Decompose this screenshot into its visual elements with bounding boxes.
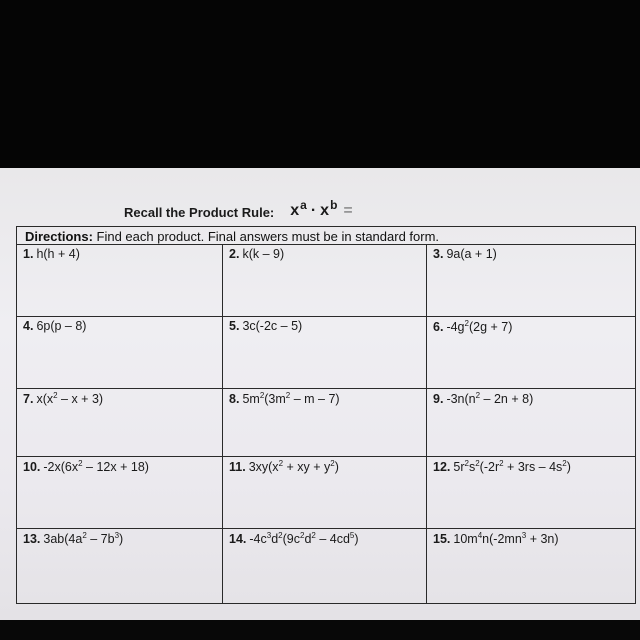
expression-term: 3c(-2c – 5) — [242, 319, 303, 333]
problem-number: 14. — [229, 532, 247, 547]
expression-term: + 3n) — [526, 532, 559, 547]
problem-expression — [453, 532, 558, 546]
expression-term: + xy + y — [283, 460, 331, 475]
expression-term: (9c — [282, 532, 300, 547]
expression-term: 6p(p – 8) — [36, 319, 87, 333]
expression-term: d — [304, 532, 312, 547]
expression-term: d — [271, 532, 279, 547]
exponent: 5 — [349, 531, 355, 540]
expression-term: -2x(6x — [43, 460, 79, 475]
exponent: 2 — [499, 459, 504, 468]
exponent: 2 — [475, 391, 481, 400]
exponent: 2 — [82, 531, 87, 540]
exponent: 2 — [300, 531, 305, 540]
expression-term: + 3rs – 4s — [503, 460, 563, 475]
expression-term: -3n(n — [446, 392, 476, 407]
exponent: 3 — [521, 531, 527, 540]
expression-term: – 4cd — [315, 532, 350, 547]
problem-cell — [17, 456, 223, 528]
expression-term: h(h + 4) — [36, 247, 80, 261]
problem-cell — [223, 388, 427, 456]
worksheet-page — [0, 168, 640, 620]
problem-cell — [17, 316, 223, 388]
problem-expression — [453, 460, 571, 474]
problem-number: 6. — [433, 320, 444, 335]
exponent: 3 — [266, 531, 272, 540]
expression-term: k(k – 9) — [242, 247, 285, 261]
rule-label: Recall the Product Rule: — [124, 205, 275, 220]
exponent: 2 — [278, 531, 283, 540]
expression-term: – 2n + 8) — [480, 392, 534, 407]
problem-number: 7. — [23, 392, 34, 407]
problem-expression — [242, 319, 302, 333]
expression-term: ) — [354, 532, 359, 547]
exponent: 2 — [285, 391, 291, 400]
problem-cell — [223, 456, 427, 528]
problem-expression — [249, 532, 358, 546]
problem-expression — [446, 320, 512, 334]
problem-cell — [223, 244, 427, 316]
problem-cell — [223, 316, 427, 388]
problem-expression — [43, 460, 149, 474]
exponent: 2 — [53, 391, 58, 400]
expression-term: 5m — [242, 392, 260, 407]
problem-expression — [446, 247, 496, 261]
expression-term: 10m — [453, 532, 478, 547]
expression-term: ) — [119, 532, 124, 547]
expression-term: -4g — [446, 320, 465, 335]
problem-number: 12. — [433, 460, 451, 475]
exponent-b: b — [330, 198, 338, 212]
problem-cell — [427, 388, 635, 456]
exponent: 2 — [562, 459, 567, 468]
problem-cell — [427, 528, 635, 604]
problem-expression — [43, 532, 123, 546]
expression-term: (3m — [264, 392, 286, 407]
multiply-dot: · — [310, 202, 317, 219]
expression-term: s — [468, 460, 476, 475]
problem-table — [16, 226, 636, 604]
problem-expression — [36, 247, 79, 261]
problem-expression — [242, 392, 339, 406]
expression-term: ) — [566, 460, 571, 475]
expression-term: (2g + 7) — [468, 320, 513, 335]
problem-cell — [17, 528, 223, 604]
expression-term: 3ab(4a — [43, 532, 83, 547]
exponent: 2 — [330, 459, 335, 468]
expression-term: -4c — [249, 532, 267, 547]
base-2: x — [320, 202, 330, 219]
exponent: 2 — [278, 459, 284, 468]
expression-term: (-2r — [479, 460, 500, 475]
problem-grid — [17, 244, 635, 604]
problem-number: 1. — [23, 247, 34, 261]
problem-number: 13. — [23, 532, 41, 547]
problem-number: 3. — [433, 247, 444, 261]
exponent: 2 — [259, 391, 265, 400]
expression-term: 5r — [453, 460, 465, 475]
expression-term: x(x — [36, 392, 54, 407]
problem-expression — [36, 392, 103, 406]
exponent: 2 — [311, 531, 316, 540]
problem-cell — [427, 456, 635, 528]
exponent: 2 — [78, 459, 83, 468]
exponent: 2 — [475, 459, 480, 468]
expression-term: – x + 3) — [57, 392, 104, 407]
problem-number: 2. — [229, 247, 240, 261]
product-rule-heading — [124, 190, 353, 220]
problem-cell — [427, 244, 635, 316]
problem-cell — [17, 244, 223, 316]
monitor-bezel — [0, 620, 640, 640]
problem-cell — [17, 388, 223, 456]
exponent-a: a — [300, 198, 307, 212]
base-1: x — [290, 202, 300, 219]
directions-label: Directions: — [25, 229, 93, 244]
directions-text: Find each product. Final answers must be in standard form. — [96, 229, 440, 244]
problem-cell — [427, 316, 635, 388]
problem-number: 15. — [433, 532, 451, 547]
problem-number: 5. — [229, 319, 240, 333]
problem-number: 9. — [433, 392, 444, 407]
product-rule-expression — [290, 198, 353, 220]
expression-term: 3xy(x — [248, 460, 279, 475]
expression-term: – 7b — [86, 532, 115, 547]
expression-term: n(-2mn — [482, 532, 522, 547]
problem-number: 10. — [23, 460, 41, 475]
expression-term: – m – 7) — [290, 392, 340, 407]
problem-expression — [36, 319, 86, 333]
directions — [25, 229, 439, 244]
exponent: 3 — [114, 531, 120, 540]
expression-term: 9a(a + 1) — [446, 247, 497, 261]
expression-term: ) — [334, 460, 339, 475]
problem-number: 4. — [23, 319, 34, 333]
expression-term: – 12x + 18) — [82, 460, 149, 475]
problem-number: 11. — [229, 460, 246, 475]
equals-sign: = — [343, 202, 353, 219]
problem-number: 8. — [229, 392, 240, 407]
exponent: 2 — [464, 319, 469, 328]
problem-expression — [242, 247, 284, 261]
problem-expression — [446, 392, 533, 406]
exponent: 2 — [464, 459, 469, 468]
exponent: 4 — [477, 531, 483, 540]
problem-cell — [223, 528, 427, 604]
problem-expression — [249, 460, 339, 474]
